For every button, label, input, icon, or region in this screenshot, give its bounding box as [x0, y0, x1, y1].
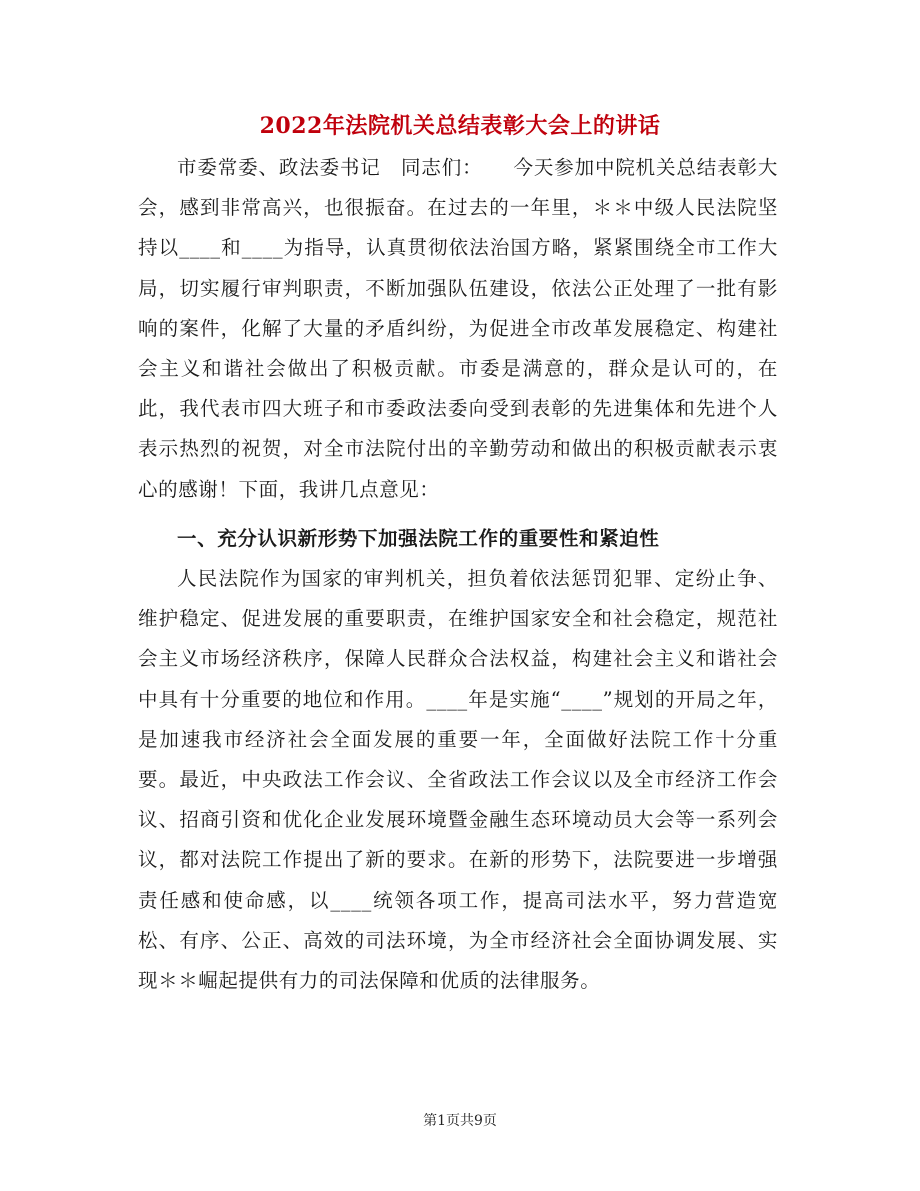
opening-paragraph: 市委常委、政法委书记 同志们： 今天参加中院机关总结表彰大会，感到非常高兴，也很振奋。在过去的一年里，＊＊中级人民法院坚持以____和____为指导，认真贯彻依法治国方略，紧紧围绕全市工作大局，切实履行审判职责，不断加强队伍建设，依法公正处理了一批有影响的案件，化解了大量的矛盾纠纷，为促进全市改革发展稳定、构建社会主义和谐社会做出了积极贡献。市委是满意的，群众是认可的，在此，我代表市四大班子和市委政法委向受到表彰的先进集体和先进个人表示热烈的祝贺，对全市法院付出的辛勤劳动和做出的积极贡献表示衷心的感谢！下面，我讲几点意见：	[138, 156, 778, 501]
document-title: 2022年法院机关总结表彰大会上的讲话	[259, 113, 661, 139]
page-footer: 第1页共9页	[423, 1113, 497, 1129]
section-1-paragraph: 人民法院作为国家的审判机关，担负着依法惩罚犯罪、定纷止争、维护稳定、促进发展的重要职责，在维护国家安全和社会稳定，规范社会主义市场经济秩序，保障人民群众合法权益，构建社会主义和谐社会中具有十分重要的地位和作用。____年是实施“____”规划的开局之年，是加速我市经济社会全面发展的重要一年，全面做好法院工作十分重要。最近，中央政法工作会议、全省政法工作会议以及全市经济工作会议、招商引资和优化企业发展环境暨金融生态环境动员大会等一系列会议，都对法院工作提出了新的要求。在新的形势下，法院要进一步增强责任感和使命感，以____统领各项工作，提高司法水平，努力营造宽松、有序、公正、高效的司法环境，为全市经济社会全面协调发展、实现＊＊崛起提供有力的司法保障和优质的法律服务。	[138, 567, 778, 993]
section-heading-1: 一、充分认识新形势下加强法院工作的重要性和紧迫性	[177, 527, 660, 550]
